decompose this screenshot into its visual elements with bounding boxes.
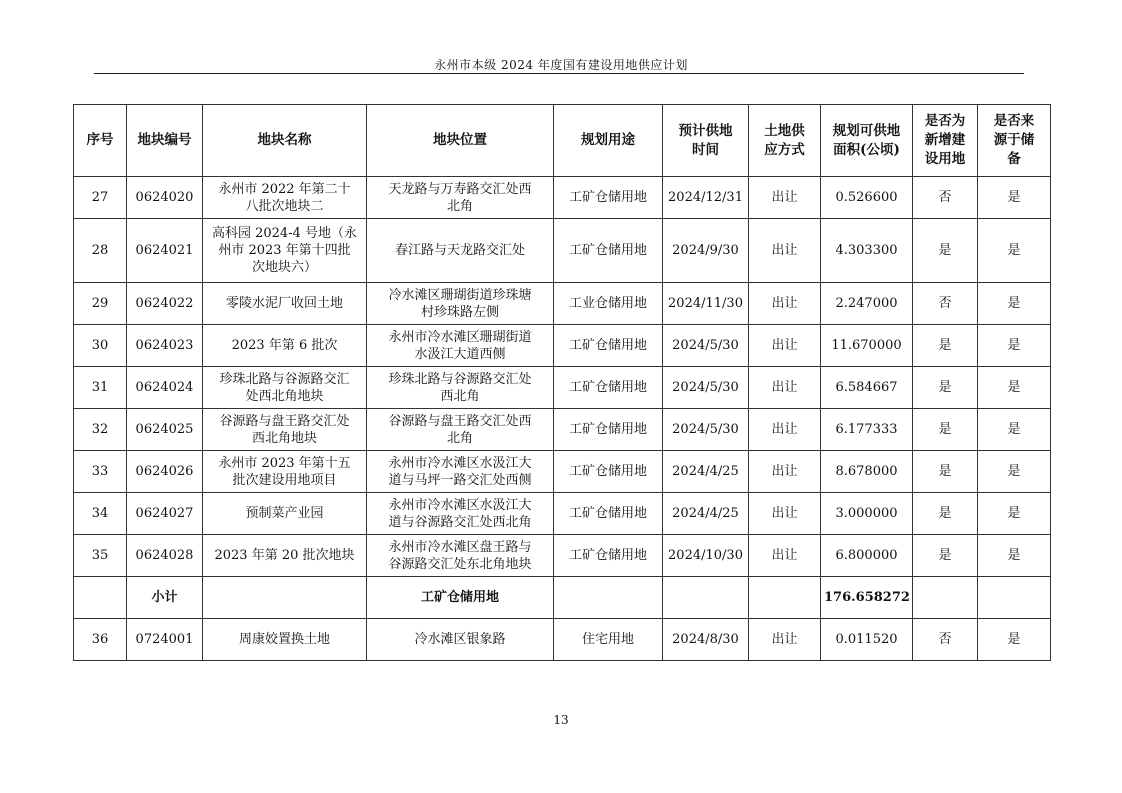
subtotal-empty-cell [749, 577, 821, 619]
subtotal-empty-cell [978, 577, 1051, 619]
cell-location [367, 325, 554, 367]
cell-code: 0624025 [127, 409, 203, 451]
cell-date: 2024/5/30 [663, 325, 749, 367]
table-row [74, 177, 1051, 219]
cell-location-line: 冷水滩区银象路 [414, 632, 506, 647]
subtotal-empty-cell [554, 577, 663, 619]
table-body [74, 177, 1051, 661]
cell-location-line: 春江路与天龙路交汇处 [394, 243, 525, 258]
cell-method: 出让 [749, 409, 821, 451]
cell-area: 6.177333 [821, 409, 913, 451]
cell-no: 29 [74, 283, 127, 325]
cell-location [367, 451, 554, 493]
cell-name [203, 283, 367, 325]
cell-location [367, 619, 554, 661]
cell-code: 0624027 [127, 493, 203, 535]
page-number: 13 [553, 713, 569, 727]
col-header-new-land: 是否为 新增建 设用地 [913, 105, 978, 177]
cell-date: 2024/12/31 [663, 177, 749, 219]
subtotal-empty-cell [203, 577, 367, 619]
cell-location [367, 283, 554, 325]
cell-name-line: 谷源路与盘王路交汇处 [219, 413, 350, 429]
document-header-title: 永州市本级 2024 年度国有建设用地供应计划 [434, 58, 688, 72]
cell-use: 工矿仓储用地 [554, 535, 663, 577]
cell-name [203, 619, 367, 661]
cell-name-line: 永州市 2022 年第二十 [218, 181, 351, 197]
cell-code: 0624020 [127, 177, 203, 219]
cell-name [203, 367, 367, 409]
cell-method: 出让 [749, 535, 821, 577]
cell-new-land: 否 [913, 619, 978, 661]
cell-reserve: 是 [978, 177, 1051, 219]
subtotal-no-cell [74, 577, 127, 619]
cell-name [203, 219, 367, 283]
cell-code: 0624021 [127, 219, 203, 283]
col-header-code: 地块编号 [127, 105, 203, 177]
cell-area: 8.678000 [821, 451, 913, 493]
cell-use: 工业仓储用地 [554, 283, 663, 325]
table-row [74, 283, 1051, 325]
table-row [74, 367, 1051, 409]
cell-no: 35 [74, 535, 127, 577]
cell-new-land: 是 [913, 535, 978, 577]
cell-use: 工矿仓储用地 [554, 409, 663, 451]
col-header-location: 地块位置 [367, 105, 554, 177]
cell-code: 0624022 [127, 283, 203, 325]
header-divider [94, 73, 1024, 74]
cell-reserve: 是 [978, 283, 1051, 325]
cell-name [203, 325, 367, 367]
cell-new-land: 是 [913, 451, 978, 493]
cell-code: 0724001 [127, 619, 203, 661]
cell-location-line: 道与谷源路交汇处西北角 [388, 514, 532, 530]
cell-reserve: 是 [978, 325, 1051, 367]
cell-area: 4.303300 [821, 219, 913, 283]
cell-reserve: 是 [978, 451, 1051, 493]
cell-no: 36 [74, 619, 127, 661]
cell-new-land: 否 [913, 283, 978, 325]
cell-reserve: 是 [978, 367, 1051, 409]
table-row [74, 409, 1051, 451]
cell-code: 0624024 [127, 367, 203, 409]
cell-date: 2024/10/30 [663, 535, 749, 577]
table-row [74, 619, 1051, 661]
cell-date: 2024/8/30 [663, 619, 749, 661]
col-header-area: 规划可供地 面积(公顷) [821, 105, 913, 177]
cell-name-line: 零陵水泥厂收回土地 [225, 296, 343, 311]
cell-location [367, 493, 554, 535]
cell-location-line: 永州市冷水滩区水汲江大 [388, 455, 532, 471]
cell-location-line: 永州市冷水滩区珊瑚街道 [388, 329, 532, 345]
cell-location-line: 珍珠北路与谷源路交汇处 [388, 371, 532, 387]
cell-new-land: 是 [913, 325, 978, 367]
cell-new-land: 否 [913, 177, 978, 219]
subtotal-category: 工矿仓储用地 [367, 577, 554, 619]
table-row [74, 451, 1051, 493]
cell-no: 34 [74, 493, 127, 535]
cell-area: 11.670000 [821, 325, 913, 367]
cell-location-line: 村珍珠路左侧 [420, 304, 499, 320]
cell-location-line: 永州市冷水滩区水汲江大 [388, 497, 532, 513]
cell-name-line: 预制菜产业园 [245, 506, 324, 521]
cell-use: 工矿仓储用地 [554, 493, 663, 535]
cell-name-line: 州市 2023 年第十四批 [218, 243, 351, 258]
cell-no: 30 [74, 325, 127, 367]
cell-method: 出让 [749, 493, 821, 535]
cell-name-line: 处西北角地块 [245, 388, 324, 404]
cell-use: 工矿仓储用地 [554, 325, 663, 367]
cell-location-line: 谷源路与盘王路交汇处西 [388, 413, 532, 429]
cell-reserve: 是 [978, 619, 1051, 661]
cell-no: 28 [74, 219, 127, 283]
cell-area: 6.800000 [821, 535, 913, 577]
table-row [74, 535, 1051, 577]
cell-area: 3.000000 [821, 493, 913, 535]
land-supply-table [73, 104, 1051, 661]
cell-method: 出让 [749, 619, 821, 661]
cell-no: 27 [74, 177, 127, 219]
cell-code: 0624028 [127, 535, 203, 577]
cell-date: 2024/9/30 [663, 219, 749, 283]
col-header-name: 地块名称 [203, 105, 367, 177]
cell-date: 2024/5/30 [663, 409, 749, 451]
cell-date: 2024/4/25 [663, 451, 749, 493]
cell-area: 6.584667 [821, 367, 913, 409]
cell-location [367, 535, 554, 577]
cell-name-line: 八批次地块二 [245, 198, 324, 214]
col-header-method: 土地供 应方式 [749, 105, 821, 177]
cell-use: 工矿仓储用地 [554, 177, 663, 219]
cell-use: 住宅用地 [554, 619, 663, 661]
cell-method: 出让 [749, 177, 821, 219]
cell-name-line: 西北角地块 [251, 430, 317, 446]
cell-location-line: 西北角 [440, 388, 480, 404]
cell-date: 2024/4/25 [663, 493, 749, 535]
cell-name-line: 珍珠北路与谷源路交汇 [219, 371, 350, 387]
cell-no: 32 [74, 409, 127, 451]
cell-location [367, 177, 554, 219]
cell-method: 出让 [749, 219, 821, 283]
cell-location-line: 北角 [446, 198, 473, 214]
cell-new-land: 是 [913, 219, 978, 283]
cell-name-line: 批次建设用地项目 [232, 472, 337, 488]
cell-new-land: 是 [913, 409, 978, 451]
cell-date: 2024/5/30 [663, 367, 749, 409]
cell-location-line: 天龙路与万寿路交汇处西 [388, 181, 532, 197]
col-header-date: 预计供地 时间 [663, 105, 749, 177]
table-row [74, 219, 1051, 283]
subtotal-label: 小计 [127, 577, 203, 619]
cell-reserve: 是 [978, 409, 1051, 451]
cell-location-line: 水汲江大道西侧 [414, 346, 506, 362]
cell-area: 0.011520 [821, 619, 913, 661]
cell-location-line: 谷源路交汇处东北角地块 [388, 556, 532, 572]
cell-method: 出让 [749, 283, 821, 325]
cell-code: 0624023 [127, 325, 203, 367]
cell-use: 工矿仓储用地 [554, 367, 663, 409]
cell-reserve: 是 [978, 493, 1051, 535]
cell-name-line: 2023 年第 6 批次 [231, 338, 338, 353]
col-header-no: 序号 [74, 105, 127, 177]
cell-name [203, 535, 367, 577]
cell-name-line: 高科园 2024-4 号地（永 [211, 226, 357, 241]
cell-method: 出让 [749, 451, 821, 493]
col-header-reserve: 是否来 源于储 备 [978, 105, 1051, 177]
cell-name [203, 493, 367, 535]
cell-location-line: 冷水滩区珊瑚街道珍珠塘 [388, 287, 532, 303]
cell-method: 出让 [749, 367, 821, 409]
cell-new-land: 是 [913, 493, 978, 535]
cell-name [203, 177, 367, 219]
cell-location-line: 北角 [446, 430, 473, 446]
cell-name [203, 409, 367, 451]
cell-location [367, 409, 554, 451]
cell-location [367, 367, 554, 409]
cell-no: 31 [74, 367, 127, 409]
cell-location-line: 永州市冷水滩区盘王路与 [388, 539, 532, 555]
table-header-row [74, 105, 1051, 177]
subtotal-empty-cell [663, 577, 749, 619]
cell-no: 33 [74, 451, 127, 493]
col-header-use: 规划用途 [554, 105, 663, 177]
cell-area: 0.526600 [821, 177, 913, 219]
cell-location-line: 道与马坪一路交汇处西侧 [388, 472, 532, 488]
cell-method: 出让 [749, 325, 821, 367]
cell-date: 2024/11/30 [663, 283, 749, 325]
table-row [74, 325, 1051, 367]
cell-location [367, 219, 554, 283]
cell-use: 工矿仓储用地 [554, 451, 663, 493]
table-row [74, 493, 1051, 535]
cell-area: 2.247000 [821, 283, 913, 325]
cell-name-line: 永州市 2023 年第十五 [218, 455, 351, 471]
cell-reserve: 是 [978, 535, 1051, 577]
subtotal-row [74, 577, 1051, 619]
cell-new-land: 是 [913, 367, 978, 409]
cell-reserve: 是 [978, 219, 1051, 283]
cell-use: 工矿仓储用地 [554, 219, 663, 283]
cell-name [203, 451, 367, 493]
cell-name-line: 2023 年第 20 批次地块 [214, 548, 355, 563]
cell-name-line: 周康姣置换土地 [238, 632, 330, 647]
subtotal-empty-cell [913, 577, 978, 619]
cell-name-line: 次地块六） [251, 260, 317, 275]
cell-code: 0624026 [127, 451, 203, 493]
subtotal-area: 176.658272 [821, 577, 913, 619]
